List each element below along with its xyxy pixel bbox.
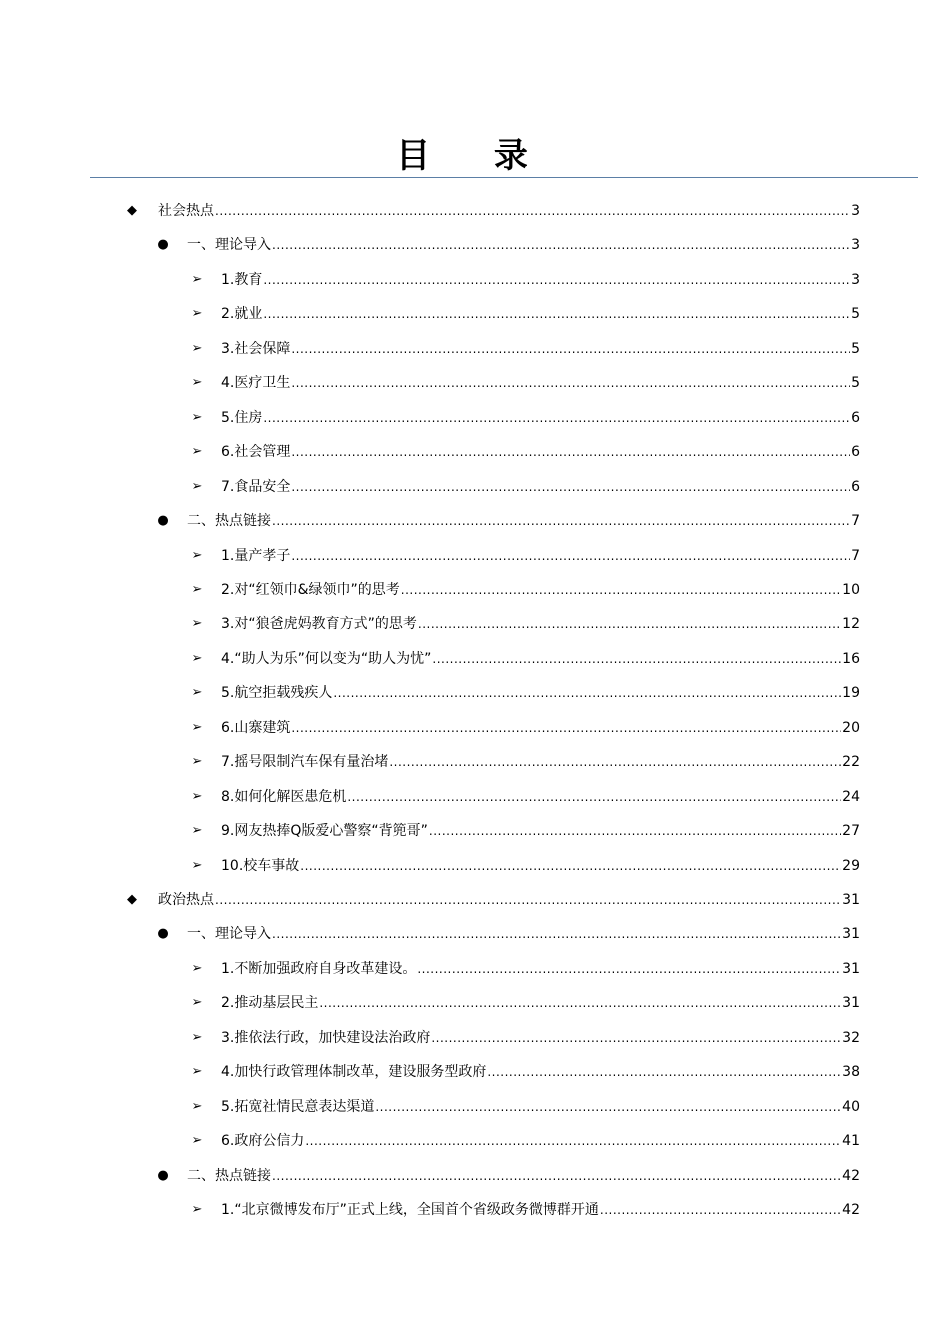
arrow-bullet-icon: ➢ bbox=[191, 410, 203, 425]
toc-level3-item[interactable] bbox=[221, 1025, 860, 1047]
toc-level3-item[interactable] bbox=[221, 646, 860, 668]
toc-page-number: 20 bbox=[842, 720, 860, 736]
arrow-bullet-icon: ➢ bbox=[191, 375, 203, 390]
toc-page-number: 19 bbox=[842, 685, 860, 701]
toc-entry-label: 2.推动基层民主 bbox=[221, 995, 319, 1011]
toc-page-number: 3 bbox=[851, 272, 860, 288]
arrow-bullet-icon: ➢ bbox=[191, 341, 203, 356]
toc-entry-label: 2.就业 bbox=[221, 306, 263, 322]
dot-bullet-icon: ● bbox=[157, 513, 169, 528]
toc-page-number: 27 bbox=[842, 823, 860, 839]
toc-entry-label: 7.摇号限制汽车保有量治堵 bbox=[221, 754, 389, 770]
dot-leader bbox=[272, 236, 850, 254]
dot-leader bbox=[291, 340, 850, 358]
toc-level3-item[interactable] bbox=[221, 784, 860, 806]
toc-page-number: 7 bbox=[851, 548, 860, 564]
toc-level3-item[interactable] bbox=[221, 1094, 860, 1116]
toc-level3-item[interactable] bbox=[221, 1128, 860, 1150]
dot-leader bbox=[215, 891, 841, 909]
arrow-bullet-icon: ➢ bbox=[191, 789, 203, 804]
toc-page-number: 31 bbox=[842, 961, 860, 977]
toc-level3-item[interactable] bbox=[221, 680, 860, 702]
toc-level3-item[interactable] bbox=[221, 474, 860, 496]
page-title: 目 录 bbox=[396, 136, 554, 176]
dot-leader bbox=[401, 581, 841, 599]
toc-level3-item[interactable] bbox=[221, 336, 860, 358]
toc-entry-label: 5.航空拒载残疾人 bbox=[221, 685, 333, 701]
arrow-bullet-icon: ➢ bbox=[191, 961, 203, 976]
arrow-bullet-icon: ➢ bbox=[191, 823, 203, 838]
toc-entry-label: 二、热点链接 bbox=[187, 1168, 271, 1184]
dot-leader bbox=[431, 1029, 841, 1047]
dot-leader bbox=[300, 857, 841, 875]
toc-level2-item[interactable] bbox=[187, 508, 860, 530]
dot-leader bbox=[347, 788, 841, 806]
dot-leader bbox=[375, 1098, 841, 1116]
toc-level3-item[interactable] bbox=[221, 267, 860, 289]
toc-entry-label: 2.对“红领巾&绿领巾”的思考 bbox=[221, 582, 400, 598]
diamond-bullet-icon: ◆ bbox=[127, 203, 137, 218]
dot-leader bbox=[333, 684, 841, 702]
arrow-bullet-icon: ➢ bbox=[191, 1030, 203, 1045]
dot-leader bbox=[272, 925, 841, 943]
dot-bullet-icon: ● bbox=[157, 237, 169, 252]
dot-leader bbox=[215, 202, 850, 220]
toc-page-number: 41 bbox=[842, 1133, 860, 1149]
toc-page-number: 31 bbox=[842, 995, 860, 1011]
toc-page-number: 6 bbox=[851, 410, 860, 426]
toc-page-number: 5 bbox=[851, 306, 860, 322]
dot-bullet-icon: ● bbox=[157, 926, 169, 941]
toc-entry-label: 3.推依法行政，加快建设法治政府 bbox=[221, 1030, 431, 1046]
arrow-bullet-icon: ➢ bbox=[191, 685, 203, 700]
arrow-bullet-icon: ➢ bbox=[191, 548, 203, 563]
toc-level3-item[interactable] bbox=[221, 439, 860, 461]
arrow-bullet-icon: ➢ bbox=[191, 582, 203, 597]
arrow-bullet-icon: ➢ bbox=[191, 720, 203, 735]
toc-level2-item[interactable] bbox=[187, 232, 860, 254]
dot-leader bbox=[429, 822, 841, 840]
toc-entry-label: 1.“北京微博发布厅”正式上线，全国首个省级政务微博群开通 bbox=[221, 1202, 599, 1218]
arrow-bullet-icon: ➢ bbox=[191, 754, 203, 769]
toc-level3-item[interactable] bbox=[221, 543, 860, 565]
dot-leader bbox=[600, 1201, 841, 1219]
dot-leader bbox=[263, 271, 850, 289]
toc-entry-label: 9.网友热捧Q版爱心警察“背篼哥” bbox=[221, 823, 428, 839]
dot-leader bbox=[291, 443, 850, 461]
toc-page-number: 29 bbox=[842, 858, 860, 874]
arrow-bullet-icon: ➢ bbox=[191, 272, 203, 287]
dot-leader bbox=[272, 1167, 841, 1185]
toc-page-number: 16 bbox=[842, 651, 860, 667]
dot-leader bbox=[272, 512, 850, 530]
toc-entry-label: 4.医疗卫生 bbox=[221, 375, 291, 391]
toc-page-number: 31 bbox=[842, 892, 860, 908]
toc-level1-item[interactable] bbox=[158, 198, 860, 220]
toc-level3-item[interactable] bbox=[221, 370, 860, 392]
toc-entry-label: 6.政府公信力 bbox=[221, 1133, 305, 1149]
toc-page-number: 42 bbox=[842, 1168, 860, 1184]
toc-entry-label: 一、理论导入 bbox=[187, 237, 271, 253]
toc-entry-label: 4.加快行政管理体制改革，建设服务型政府 bbox=[221, 1064, 487, 1080]
toc-level3-item[interactable] bbox=[221, 853, 860, 875]
toc-entry-label: 4.“助人为乐”何以变为“助人为忧” bbox=[221, 651, 432, 667]
toc-page-number: 42 bbox=[842, 1202, 860, 1218]
toc-level3-item[interactable] bbox=[221, 1059, 860, 1081]
toc-page-number: 24 bbox=[842, 789, 860, 805]
toc-entry-label: 10.校车事故 bbox=[221, 858, 300, 874]
dot-leader bbox=[417, 960, 841, 978]
toc-page-number: 3 bbox=[851, 203, 860, 219]
toc-entry-label: 5.住房 bbox=[221, 410, 263, 426]
toc-entry-label: 1.教育 bbox=[221, 272, 263, 288]
toc-level2-item[interactable] bbox=[187, 921, 860, 943]
arrow-bullet-icon: ➢ bbox=[191, 1099, 203, 1114]
toc-page-number: 5 bbox=[851, 375, 860, 391]
toc-page-number: 12 bbox=[842, 616, 860, 632]
toc-page-number: 10 bbox=[842, 582, 860, 598]
dot-leader bbox=[291, 478, 850, 496]
dot-leader bbox=[291, 374, 850, 392]
toc-entry-label: 6.山寨建筑 bbox=[221, 720, 291, 736]
arrow-bullet-icon: ➢ bbox=[191, 1202, 203, 1217]
dot-leader bbox=[487, 1063, 841, 1081]
toc-level3-item[interactable] bbox=[221, 405, 860, 427]
toc-level3-item[interactable] bbox=[221, 990, 860, 1012]
dot-leader bbox=[291, 719, 841, 737]
toc-entry-label: 7.食品安全 bbox=[221, 479, 291, 495]
toc-level1-item[interactable] bbox=[158, 887, 860, 909]
toc-page-number: 3 bbox=[851, 237, 860, 253]
toc-entry-label: 社会热点 bbox=[158, 203, 214, 219]
toc-entry-label: 1.不断加强政府自身改革建设。 bbox=[221, 961, 417, 977]
arrow-bullet-icon: ➢ bbox=[191, 616, 203, 631]
toc-page-number: 22 bbox=[842, 754, 860, 770]
toc-page-number: 6 bbox=[851, 479, 860, 495]
toc-page-number: 5 bbox=[851, 341, 860, 357]
dot-leader bbox=[319, 994, 841, 1012]
dot-leader bbox=[263, 409, 850, 427]
toc-page-number: 31 bbox=[842, 926, 860, 942]
dot-leader bbox=[263, 305, 850, 323]
arrow-bullet-icon: ➢ bbox=[191, 651, 203, 666]
toc-page-number: 7 bbox=[851, 513, 860, 529]
toc-entry-label: 1.量产孝子 bbox=[221, 548, 291, 564]
arrow-bullet-icon: ➢ bbox=[191, 995, 203, 1010]
toc-entry-label: 8.如何化解医患危机 bbox=[221, 789, 347, 805]
toc-page-number: 38 bbox=[842, 1064, 860, 1080]
toc-entry-label: 一、理论导入 bbox=[187, 926, 271, 942]
toc-level3-item[interactable] bbox=[221, 611, 860, 633]
dot-leader bbox=[389, 753, 841, 771]
toc-level3-item[interactable] bbox=[221, 301, 860, 323]
toc-entry-label: 政治热点 bbox=[158, 892, 214, 908]
dot-bullet-icon: ● bbox=[157, 1168, 169, 1183]
toc-entry-label: 3.社会保障 bbox=[221, 341, 291, 357]
dot-leader bbox=[418, 615, 841, 633]
toc-entry-label: 5.拓宽社情民意表达渠道 bbox=[221, 1099, 375, 1115]
toc-entry-label: 3.对“狼爸虎妈教育方式”的思考 bbox=[221, 616, 417, 632]
arrow-bullet-icon: ➢ bbox=[191, 858, 203, 873]
toc-entry-label: 二、热点链接 bbox=[187, 513, 271, 529]
toc-level2-item[interactable] bbox=[187, 1163, 860, 1185]
toc-level3-item[interactable] bbox=[221, 577, 860, 599]
toc-page-number: 32 bbox=[842, 1030, 860, 1046]
toc-entry-label: 6.社会管理 bbox=[221, 444, 291, 460]
arrow-bullet-icon: ➢ bbox=[191, 1133, 203, 1148]
toc-page-number: 40 bbox=[842, 1099, 860, 1115]
toc-level3-item[interactable] bbox=[221, 715, 860, 737]
diamond-bullet-icon: ◆ bbox=[127, 892, 137, 907]
dot-leader bbox=[305, 1132, 841, 1150]
arrow-bullet-icon: ➢ bbox=[191, 444, 203, 459]
arrow-bullet-icon: ➢ bbox=[191, 306, 203, 321]
dot-leader bbox=[432, 650, 841, 668]
arrow-bullet-icon: ➢ bbox=[191, 1064, 203, 1079]
toc-level3-item[interactable] bbox=[221, 1197, 860, 1219]
toc-page-number: 6 bbox=[851, 444, 860, 460]
title-underline bbox=[90, 177, 918, 178]
toc-level3-item[interactable] bbox=[221, 956, 860, 978]
arrow-bullet-icon: ➢ bbox=[191, 479, 203, 494]
toc-level3-item[interactable] bbox=[221, 749, 860, 771]
toc-level3-item[interactable] bbox=[221, 818, 860, 840]
dot-leader bbox=[291, 547, 850, 565]
